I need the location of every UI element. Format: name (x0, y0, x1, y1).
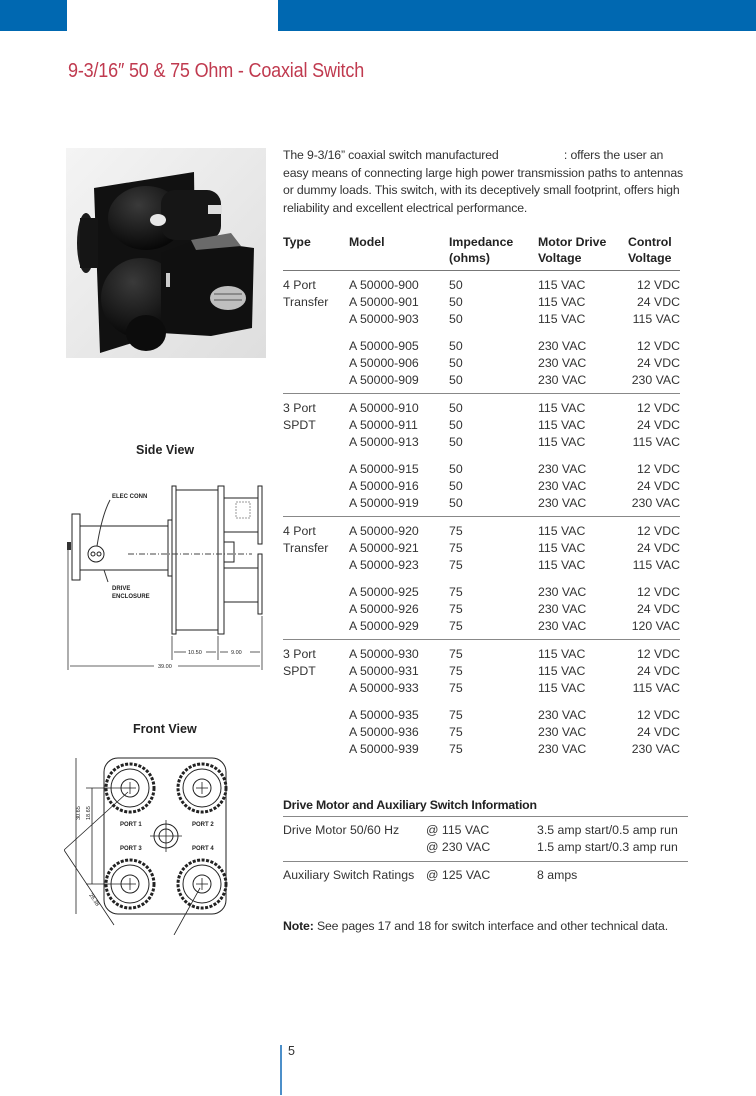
cell-motor: 115 VAC (538, 278, 586, 292)
dim-10-50: 10.50 (188, 650, 202, 656)
drive-info-voltages (426, 867, 537, 884)
table-row (349, 663, 680, 680)
cell-impedance: 50 (449, 418, 463, 432)
cell-control: 12 VDC (636, 708, 680, 722)
cell-model: A 50000-925 (349, 585, 419, 599)
table-row (349, 311, 680, 328)
type-line1: 4 Port (283, 524, 316, 538)
front-view-drawing (64, 750, 244, 935)
dim-26-38: 26.38 (87, 892, 101, 908)
cell-motor: 115 VAC (538, 418, 586, 432)
cell-control: 12 VDC (636, 585, 680, 599)
cell-model: A 50000-921 (349, 541, 419, 555)
page-number-rule (280, 1045, 282, 1095)
table-row (349, 478, 680, 495)
row-spacer (349, 574, 680, 584)
spec-group-type (283, 523, 349, 635)
spec-group-rows (349, 400, 680, 512)
drive-info-value: 1.5 amp start/0.3 amp run (537, 840, 678, 854)
cell-impedance: 75 (449, 619, 463, 633)
cell-motor: 115 VAC (538, 647, 586, 661)
drive-info-value: 3.5 amp start/0.5 amp run (537, 823, 678, 837)
cell-model: A 50000-929 (349, 619, 419, 633)
cell-model: A 50000-910 (349, 401, 419, 415)
front-view-title: Front View (133, 722, 197, 736)
table-row (349, 557, 680, 574)
cell-model: A 50000-936 (349, 725, 419, 739)
drive-info-row (283, 862, 688, 889)
cell-impedance: 50 (449, 339, 463, 353)
spec-group-type (283, 277, 349, 389)
drive-info-label: Auxiliary Switch Ratings (283, 868, 415, 882)
cell-control: 24 VDC (636, 602, 680, 616)
note (283, 919, 668, 933)
header-type: Type (283, 235, 311, 249)
cell-model: A 50000-900 (349, 278, 419, 292)
port-3-label: PORT 3 (120, 846, 142, 852)
drive-info-values (537, 867, 577, 884)
enclosure-label: ENCLOSURE (112, 594, 150, 600)
cell-model: A 50000-903 (349, 312, 419, 326)
spec-group (283, 394, 680, 517)
cell-motor: 230 VAC (538, 585, 587, 599)
spec-group-rows (349, 646, 680, 758)
table-row (349, 461, 680, 478)
cell-control: 12 VDC (636, 462, 680, 476)
cell-impedance: 75 (449, 681, 463, 695)
row-spacer (349, 697, 680, 707)
cell-impedance: 50 (449, 278, 463, 292)
cell-control: 24 VDC (636, 541, 680, 555)
cell-control: 12 VDC (636, 647, 680, 661)
cell-impedance: 75 (449, 541, 463, 555)
header-impedance (449, 234, 538, 270)
header-control-line2: Voltage (628, 251, 672, 265)
spec-table-header (283, 232, 680, 271)
cell-impedance: 50 (449, 373, 463, 387)
spec-group (283, 517, 680, 640)
cell-control: 24 VDC (636, 479, 680, 493)
cell-model: A 50000-906 (349, 356, 419, 370)
cell-model: A 50000-930 (349, 647, 419, 661)
spec-group (283, 271, 680, 394)
cell-motor: 230 VAC (538, 339, 587, 353)
drive-info-title: Drive Motor and Auxiliary Switch Information (283, 798, 688, 817)
table-row (349, 355, 680, 372)
cell-impedance: 50 (449, 312, 463, 326)
type-line2: Transfer (283, 295, 329, 309)
cell-impedance: 50 (449, 295, 463, 309)
cell-model: A 50000-919 (349, 496, 419, 510)
cell-motor: 230 VAC (538, 479, 587, 493)
header-motor-line1: Motor Drive (538, 235, 607, 249)
header-control-voltage (628, 234, 680, 270)
cell-motor: 115 VAC (538, 524, 586, 538)
spec-group-type (283, 400, 349, 512)
cell-control: 12 VDC (636, 339, 680, 353)
cell-impedance: 75 (449, 524, 463, 538)
table-row (349, 618, 680, 635)
cell-motor: 115 VAC (538, 664, 586, 678)
cell-motor: 230 VAC (538, 708, 587, 722)
table-row (349, 417, 680, 434)
spec-group (283, 640, 680, 762)
port-1-label: PORT 1 (120, 822, 142, 828)
type-line2: SPDT (283, 418, 316, 432)
coaxial-switch-photo (66, 148, 266, 358)
table-row (349, 400, 680, 417)
page-title: 9-3/16″ 50 & 75 Ohm - Coaxial Switch (68, 60, 365, 82)
cell-control: 115 VAC (632, 312, 680, 326)
drive-info-voltages (426, 822, 537, 856)
spec-group-rows (349, 523, 680, 635)
row-spacer (349, 451, 680, 461)
spec-group-rows (349, 277, 680, 389)
drive-info-label: Drive Motor 50/60 Hz (283, 823, 400, 837)
table-row (349, 680, 680, 697)
cell-motor: 230 VAC (538, 619, 587, 633)
cell-control: 115 VAC (632, 681, 680, 695)
drive-motor-info (283, 798, 688, 889)
drive-info-voltage: @ 230 VAC (426, 840, 491, 854)
cell-model: A 50000-933 (349, 681, 419, 695)
cell-control: 115 VAC (632, 558, 680, 572)
table-row (349, 540, 680, 557)
table-row (349, 277, 680, 294)
cell-control: 12 VDC (636, 401, 680, 415)
cell-impedance: 50 (449, 435, 463, 449)
cell-impedance: 50 (449, 401, 463, 415)
table-row (349, 434, 680, 451)
header-accent-bar-left (0, 0, 67, 31)
table-row (349, 495, 680, 512)
type-line1: 3 Port (283, 401, 316, 415)
cell-motor: 230 VAC (538, 602, 587, 616)
table-row (349, 294, 680, 311)
type-line2: SPDT (283, 664, 316, 678)
cell-motor: 115 VAC (538, 435, 586, 449)
cell-control: 230 VAC (631, 742, 680, 756)
cell-impedance: 50 (449, 356, 463, 370)
drive-info-voltage: @ 115 VAC (426, 823, 490, 837)
note-text: See pages 17 and 18 for switch interface and other technical data. (313, 919, 668, 933)
cell-model: A 50000-905 (349, 339, 419, 353)
cell-impedance: 50 (449, 462, 463, 476)
cell-motor: 230 VAC (538, 496, 587, 510)
header-model: Model (349, 235, 385, 249)
drive-info-row (283, 817, 688, 862)
drive-info-voltage: @ 125 VAC (426, 868, 491, 882)
cell-impedance: 75 (449, 558, 463, 572)
cell-motor: 115 VAC (538, 401, 586, 415)
cell-motor: 115 VAC (538, 295, 586, 309)
elec-conn-label: ELEC CONN (112, 494, 148, 500)
side-view-drawing (64, 470, 269, 675)
cell-impedance: 75 (449, 647, 463, 661)
cell-motor: 230 VAC (538, 356, 587, 370)
cell-model: A 50000-901 (349, 295, 419, 309)
table-row (349, 707, 680, 724)
cell-control: 24 VDC (636, 664, 680, 678)
port-2-label: PORT 2 (192, 822, 214, 828)
drive-info-value: 8 amps (537, 868, 578, 882)
cell-control: 12 VDC (636, 524, 680, 538)
cell-model: A 50000-920 (349, 524, 419, 538)
cell-model: A 50000-935 (349, 708, 419, 722)
cell-motor: 115 VAC (538, 558, 586, 572)
cell-motor: 230 VAC (538, 725, 587, 739)
port-4-label: PORT 4 (192, 846, 214, 852)
side-view-title: Side View (136, 443, 195, 457)
cell-impedance: 75 (449, 585, 463, 599)
header-control-line1: Control (628, 235, 672, 249)
dim-39-00: 39.00 (158, 664, 172, 670)
table-row (349, 601, 680, 618)
row-spacer (349, 328, 680, 338)
cell-control: 24 VDC (636, 356, 680, 370)
cell-impedance: 75 (449, 708, 463, 722)
table-row (349, 646, 680, 663)
cell-impedance: 50 (449, 479, 463, 493)
header-accent-bar-right (278, 0, 756, 31)
drive-info-values (537, 822, 678, 856)
type-line1: 4 Port (283, 278, 316, 292)
cell-model: A 50000-926 (349, 602, 419, 616)
header-impedance-line1: Impedance (449, 235, 514, 249)
cell-model: A 50000-909 (349, 373, 419, 387)
page-number: 5 (288, 1044, 295, 1058)
cell-model: A 50000-913 (349, 435, 419, 449)
header-motor-line2: Voltage (538, 251, 582, 265)
table-row (349, 372, 680, 389)
cell-model: A 50000-939 (349, 742, 419, 756)
cell-impedance: 75 (449, 664, 463, 678)
header-motor-drive (538, 234, 628, 270)
dim-18-65: 18.65 (86, 806, 92, 820)
dim-30-65: 30.65 (76, 806, 82, 820)
intro-paragraph: The 9-3/16” coaxial switch manufactured : offers the user an easy means of connecting large high power transmission paths to antennas or dummy loads. This switch, with its deceptively small footprint, offers high reliability and excellent electrical performance. (283, 148, 687, 215)
cell-control: 12 VDC (636, 278, 680, 292)
drive-label: DRIVE (112, 586, 131, 592)
cell-impedance: 75 (449, 742, 463, 756)
spec-table-body (283, 271, 680, 762)
cell-motor: 115 VAC (538, 312, 586, 326)
cell-model: A 50000-923 (349, 558, 419, 572)
cell-impedance: 75 (449, 725, 463, 739)
cell-control: 115 VAC (632, 435, 680, 449)
cell-control: 24 VDC (636, 295, 680, 309)
type-line1: 3 Port (283, 647, 316, 661)
dim-9-00: 9.00 (231, 650, 242, 656)
cell-impedance: 50 (449, 496, 463, 510)
spec-table (283, 232, 680, 762)
cell-model: A 50000-916 (349, 479, 419, 493)
cell-model: A 50000-915 (349, 462, 419, 476)
table-row (349, 523, 680, 540)
spec-group-type (283, 646, 349, 758)
drive-info-rows (283, 817, 688, 889)
cell-motor: 230 VAC (538, 373, 587, 387)
cell-control: 24 VDC (636, 418, 680, 432)
cell-control: 24 VDC (636, 725, 680, 739)
cell-control: 230 VAC (631, 373, 680, 387)
cell-motor: 115 VAC (538, 681, 586, 695)
table-row (349, 584, 680, 601)
cell-control: 230 VAC (631, 496, 680, 510)
note-label: Note: (283, 919, 314, 933)
table-row (349, 338, 680, 355)
cell-motor: 115 VAC (538, 541, 586, 555)
cell-motor: 230 VAC (538, 742, 587, 756)
cell-motor: 230 VAC (538, 462, 587, 476)
cell-control: 120 VAC (631, 619, 680, 633)
cell-model: A 50000-911 (349, 418, 418, 432)
type-line2: Transfer (283, 541, 329, 555)
table-row (349, 724, 680, 741)
cell-impedance: 75 (449, 602, 463, 616)
table-row (349, 741, 680, 758)
cell-model: A 50000-931 (349, 664, 419, 678)
header-impedance-line2: (ohms) (449, 251, 490, 265)
